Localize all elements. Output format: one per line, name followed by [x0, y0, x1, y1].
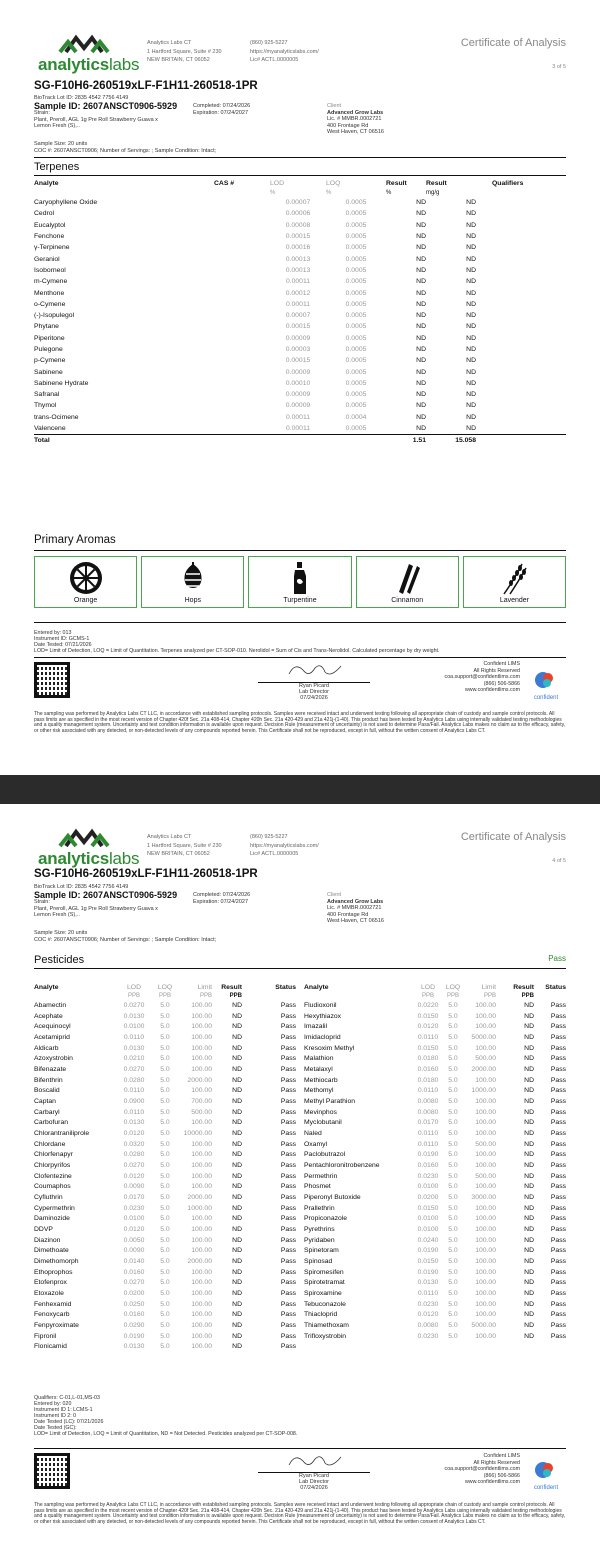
table-row: Prallethrin 0.0150 5.0 100.00 ND Pass: [304, 1204, 566, 1212]
lims-info: Confident LIMS All Rights Reserved coa.support@confidentlims.com (866) 506-5866 www.confidentlims.com: [444, 661, 520, 693]
aromas-row: [34, 556, 566, 608]
expiration-date: Expiration: 07/24/2027: [193, 110, 249, 116]
table-row: Aldicarb 0.0130 5.0 100.00 ND Pass: [34, 1044, 296, 1052]
table-row: Cypermethrin 0.0230 5.0 1000.00 ND Pass: [34, 1204, 296, 1212]
divider: [34, 550, 566, 551]
confident-logo-icon: [526, 670, 566, 690]
table-row: Azoxystrobin 0.0210 5.0 100.00 ND Pass: [34, 1055, 296, 1063]
section-title: Terpenes: [34, 161, 80, 173]
disclaimer: The sampling was performed by Analytics Labs CT LLC, in accordance with established sampling protocols. Samples were received intact and underwent testing following all appropriate chain of custody and sample control protocols. All pass limits are as specified in the most recent version of Chapter 420f Sec. 21a 408-414, Chapter 420h Sec. 21a 420-429 and 21a 421j-(1-40). This product has been tested by Analytics Labs using internally validated testing methodologies and a quality management system. Uncertainty and test condition information is available upon request. Decision Rule (measurement of uncertainty) is not used to determine Pass/Fail. Analytics Labs makes no claim as to the efficacy, safety, or other risk associated with any detected, or non-detected levels of any compounds reported herein. This Certificate shall not be reproduced, except in full, without the written consent of Analytics Labs CT.: [34, 711, 566, 735]
divider: [34, 622, 566, 623]
table-row: (-)-Isopulegol 0.00007 0.0005 ND ND: [34, 312, 476, 320]
biotrack-id: BioTrack Lot ID: 2835 4542 7756 4149: [34, 884, 129, 890]
page-number: 3 of 5: [552, 64, 566, 70]
table-row: Ethoprophos 0.0160 5.0 100.00 ND Pass: [34, 1268, 296, 1276]
table-row: Methomyl 0.0110 5.0 1000.00 ND Pass: [304, 1087, 566, 1095]
table-row: Trifloxystrobin 0.0230 5.0 100.00 ND Pass: [304, 1332, 566, 1340]
table-row: Spinosad 0.0150 5.0 100.00 ND Pass: [304, 1257, 566, 1265]
sample-size: Sample Size: 20 units: [34, 141, 88, 147]
table-row: Captan 0.0900 5.0 700.00 ND Pass: [34, 1097, 296, 1105]
lab-address: Analytics Labs CT 1 Hartford Square, Suite # 230 NEW BRITAIN, CT 06052: [147, 40, 222, 63]
table-row: Pyrethrins 0.0100 5.0 100.00 ND Pass: [304, 1225, 566, 1233]
divider: [34, 175, 566, 176]
sample-code: SG-F10H6-260519xLF-F1H11-260518-1PR: [34, 80, 258, 92]
pesticides-table-left: [34, 983, 296, 1352]
table-row: Kresoxim Methyl 0.0150 5.0 100.00 ND Pass: [304, 1044, 566, 1052]
page-number: 4 of 5: [552, 858, 566, 864]
table-row: Isoborneol 0.00013 0.0005 ND ND: [34, 266, 476, 274]
table-row: Sabinene 0.00009 0.0005 ND ND: [34, 368, 476, 376]
terpenes-table: [34, 179, 566, 446]
table-row: Diazinon 0.0050 5.0 100.00 ND Pass: [34, 1236, 296, 1244]
table-row: Abamectin 0.0270 5.0 100.00 ND Pass: [34, 1001, 296, 1009]
coa-page-terpenes: [0, 0, 600, 775]
divider: [34, 968, 566, 969]
table-row: Pentachloronitrobenzene 0.0160 5.0 100.00 ND Pass: [304, 1161, 566, 1169]
sample-id: Sample ID: 2607ANSCT0906-5929: [34, 890, 178, 900]
table-row: p-Cymene 0.00015 0.0005 ND ND: [34, 357, 476, 365]
table-row: γ-Terpinene 0.00016 0.0005 ND ND: [34, 244, 476, 252]
page-header: [0, 0, 600, 78]
logo-text: analyticslabs: [38, 55, 140, 74]
section-title: Pesticides: [34, 954, 85, 966]
table-row: Tebuconazole 0.0230 5.0 100.00 ND Pass: [304, 1300, 566, 1308]
table-row: Fipronil 0.0190 5.0 100.00 ND Pass: [34, 1332, 296, 1340]
table-row: Valencene 0.00011 0.0005 ND ND: [34, 424, 476, 432]
signer-block: Ryan Picard Lab Director 07/24/2026: [299, 683, 329, 701]
coc-info: COC #: 2607ANSCT0906; Number of Servings: ; Sample Condition: Intact;: [34, 937, 217, 943]
units-row: PPB PPB PPB PPB: [127, 993, 242, 999]
table-row: Pulegone 0.00003 0.0005 ND ND: [34, 346, 476, 353]
table-row: Sabinene Hydrate 0.00010 0.0005 ND ND: [34, 379, 476, 387]
table-row: Acephate 0.0130 5.0 100.00 ND Pass: [34, 1012, 296, 1020]
signer-block: Ryan Picard Lab Director 07/24/2026: [299, 1473, 329, 1491]
table-row: Caryophyllene Oxide 0.00007 0.0005 ND ND: [34, 199, 476, 207]
signature-icon: [285, 1451, 345, 1473]
aroma-card: Orange: [34, 556, 137, 608]
table-header-row: Analyte LOD LOQ Limit Result Status: [34, 984, 296, 991]
table-row: Chlorfenapyr 0.0280 5.0 100.00 ND Pass: [34, 1151, 296, 1159]
table-row: Mevinphos 0.0080 5.0 100.00 ND Pass: [304, 1108, 566, 1116]
confident-logo: confident: [526, 670, 566, 700]
lims-info: Confident LIMS All Rights Reserved coa.support@confidentlims.com (866) 506-5866 www.confidentlims.com: [444, 1453, 520, 1485]
aroma-card: Lavender: [463, 556, 566, 608]
status-badge: Pass: [548, 954, 566, 963]
table-row: Spinetoram 0.0190 5.0 100.00 ND Pass: [304, 1247, 566, 1255]
table-row: Chlordane 0.0320 5.0 100.00 ND Pass: [34, 1140, 296, 1148]
table-row: Spirotetramat 0.0130 5.0 100.00 ND Pass: [304, 1279, 566, 1287]
table-row: Fenhexamid 0.0250 5.0 100.00 ND Pass: [34, 1300, 296, 1308]
table-row: Acequinocyl 0.0100 5.0 100.00 ND Pass: [34, 1023, 296, 1031]
table-row: Metalaxyl 0.0160 5.0 2000.00 ND Pass: [304, 1065, 566, 1073]
table-row: Cyfluthrin 0.0170 5.0 2000.00 ND Pass: [34, 1193, 296, 1201]
completed-date: Completed: 07/24/2026: [193, 892, 251, 898]
table-row: Etofenprox 0.0270 5.0 100.00 ND Pass: [34, 1279, 296, 1287]
table-row: Safranal 0.00009 0.0005 ND ND: [34, 391, 476, 399]
expiration-date: Expiration: 07/24/2027: [193, 899, 249, 905]
aroma-card: Turpentine: [248, 556, 351, 608]
table-row: Hexythiazox 0.0150 5.0 100.00 ND Pass: [304, 1012, 566, 1020]
lab-contact: (860) 925-5227 https://myanalyticslabs.com/ Lic# ACTL.0000005: [250, 40, 319, 63]
table-row: Bifenthrin 0.0280 5.0 2000.00 ND Pass: [34, 1076, 296, 1084]
coc-info: COC #: 2607ANSCT0906; Number of Servings: ; Sample Condition: Intact;: [34, 148, 217, 154]
divider: [34, 157, 566, 158]
divider: [34, 1448, 566, 1449]
table-row: Permethrin 0.0230 5.0 500.00 ND Pass: [304, 1172, 566, 1180]
strain-info: Strain: Plant, Preroll, AGL 1g Pre Roll Strawberry Guava x Lemon Fresh (S),..: [34, 110, 158, 129]
aromas-title: Primary Aromas: [34, 534, 116, 546]
divider: [34, 657, 566, 658]
biotrack-id: BioTrack Lot ID: 2835 4542 7756 4149: [34, 95, 129, 101]
col-loq: LOQ: [326, 180, 341, 187]
table-row: Piperitone 0.00009 0.0005 ND ND: [34, 334, 476, 342]
disclaimer: The sampling was performed by Analytics Labs CT LLC, in accordance with established sampling protocols. Samples were received intact and underwent testing following all appropriate chain of custody and sample control protocols. All pass limits are as specified in the most recent version of Chapter 420f Sec. 21a 408-414, Chapter 420h Sec. 21a 420-429 and 21a 421j-(1-40). This product has been tested by Analytics Labs using internally validated testing methodologies and a quality management system. Uncertainty and test condition information is available upon request. Decision Rule (measurement of uncertainty) is not used to determine Pass/Fail. Analytics Labs makes no claim as to the efficacy, safety, or other risk associated with any detected, or non-detected levels of any compounds reported herein. This Certificate shall not be reproduced, except in full, without the written consent of Analytics Labs CT.: [34, 1502, 566, 1526]
table-row: Piperonyl Butoxide 0.0200 5.0 3000.00 ND Pass: [304, 1193, 566, 1201]
table-row: Methyl Parathion 0.0080 5.0 100.00 ND Pass: [304, 1097, 566, 1105]
logo-text: analyticslabs: [38, 849, 140, 868]
aroma-card: Cinnamon: [356, 556, 459, 608]
table-row: Methiocarb 0.0180 5.0 100.00 ND Pass: [304, 1076, 566, 1084]
table-header-row: [34, 179, 566, 188]
table-row: Imidacloprid 0.0110 5.0 5000.00 ND Pass: [304, 1033, 566, 1041]
table-row: Naled 0.0110 5.0 100.00 ND Pass: [304, 1129, 566, 1137]
table-row: DDVP 0.0120 5.0 100.00 ND Pass: [34, 1225, 296, 1233]
lab-contact: (860) 925-5227 https://myanalyticslabs.com/ Lic# ACTL.0000005: [250, 834, 319, 857]
table-row: Pyridaben 0.0240 5.0 100.00 ND Pass: [304, 1236, 566, 1244]
cinnamon-icon: [389, 560, 425, 596]
table-row: Fenpyroximate 0.0290 5.0 100.00 ND Pass: [34, 1321, 296, 1329]
qr-code-icon: [34, 1453, 70, 1489]
table-row: Geraniol 0.00013 0.0005 ND ND: [34, 255, 476, 263]
table-row: Etoxazole 0.0200 5.0 100.00 ND Pass: [34, 1289, 296, 1297]
table-row: Spiroxamine 0.0110 5.0 100.00 ND Pass: [304, 1289, 566, 1297]
table-row: Myclobutanil 0.0170 5.0 100.00 ND Pass: [304, 1119, 566, 1127]
units-row: % % % mg/g: [270, 189, 440, 196]
table-row: Malathion 0.0180 5.0 500.00 ND Pass: [304, 1055, 566, 1063]
confident-logo: confident: [526, 1460, 566, 1490]
col-result-pct: Result: [386, 180, 407, 187]
table-row: Dimethoate 0.0090 5.0 100.00 ND Pass: [34, 1247, 296, 1255]
lab-address: Analytics Labs CT 1 Hartford Square, Suite # 230 NEW BRITAIN, CT 06052: [147, 834, 222, 857]
table-row: Phosmet 0.0100 5.0 100.00 ND Pass: [304, 1183, 566, 1191]
units-row: PPB PPB PPB PPB: [421, 993, 534, 999]
table-row: Fludioxonil 0.0220 5.0 100.00 ND Pass: [304, 1001, 566, 1009]
table-row: Clofentezine 0.0120 5.0 100.00 ND Pass: [34, 1172, 296, 1180]
table-row: Flonicamid 0.0130 5.0 100.00 ND Pass: [34, 1343, 296, 1351]
table-row: Imazalil 0.0120 5.0 100.00 ND Pass: [304, 1023, 566, 1031]
table-row: trans-Ocimene 0.00011 0.0004 ND ND: [34, 413, 476, 421]
pesticides-table-right: [304, 983, 566, 1342]
orange-icon: [68, 560, 104, 596]
sample-size: Sample Size: 20 units: [34, 930, 88, 936]
table-row: Acetamiprid 0.0110 5.0 100.00 ND Pass: [34, 1033, 296, 1041]
table-row: Bifenazate 0.0270 5.0 100.00 ND Pass: [34, 1065, 296, 1073]
table-row: Oxamyl 0.0110 5.0 500.00 ND Pass: [304, 1140, 566, 1148]
doc-title: Certificate of Analysis: [460, 37, 566, 49]
col-cas: CAS #: [214, 180, 235, 187]
table-row: Daminozide 0.0100 5.0 100.00 ND Pass: [34, 1215, 296, 1223]
sample-code: SG-F10H6-260519xLF-F1H11-260518-1PR: [34, 868, 258, 880]
signature-icon: [285, 660, 345, 682]
qr-code-icon: [34, 662, 70, 698]
table-row: Chlorpyrifos 0.0270 5.0 100.00 ND Pass: [34, 1161, 296, 1169]
table-row: Propiconazole 0.0100 5.0 100.00 ND Pass: [304, 1215, 566, 1223]
completed-date: Completed: 07/24/2026: [193, 103, 251, 109]
client-block: Client Advanced Grow Labs Lic. # MMBR.0002721 400 Frontage Rd West Haven, CT 06516: [327, 103, 384, 135]
table-row: Chlorantraniliprole 0.0120 5.0 10000.00 ND Pass: [34, 1129, 296, 1137]
strain-info: Strain: Plant, Preroll, AGL 1g Pre Roll Strawberry Guava x Lemon Fresh (S),..: [34, 899, 158, 918]
col-lod: LOD: [270, 180, 284, 187]
test-details: Qualifiers: C-01,L-01,MS-03 Entered by: 020 Instrument ID 1: LCMS-1 Instrument ID 2: 0 Date Tested (LC): 07/21/2026 Date Tested (GC): LOD= Limit of Detection, LOQ = Limit of Quantitation, ND = Not Detected. Pesticides analyzed per CT-SOP-008.: [34, 1395, 298, 1437]
col-analyte: Analyte: [34, 180, 59, 187]
confident-logo-icon: [526, 1460, 566, 1480]
total-row: Total 1.51 15.058: [34, 434, 566, 445]
table-row: Spiromesifen 0.0190 5.0 100.00 ND Pass: [304, 1268, 566, 1276]
table-row: Dimethomorph 0.0140 5.0 2000.00 ND Pass: [34, 1257, 296, 1265]
doc-title: Certificate of Analysis: [460, 831, 566, 843]
client-block: Client Advanced Grow Labs Lic. # MMBR.0002721 400 Frontage Rd West Haven, CT 06516: [327, 892, 384, 924]
table-row: Eucalyptol 0.00008 0.0005 ND ND: [34, 221, 476, 229]
table-row: Phytane 0.00015 0.0005 ND ND: [34, 323, 476, 331]
table-row: Thiamethoxam 0.0080 5.0 5000.00 ND Pass: [304, 1321, 566, 1329]
table-row: Coumaphos 0.0090 5.0 100.00 ND Pass: [34, 1183, 296, 1191]
table-row: Menthone 0.00012 0.0005 ND ND: [34, 289, 476, 297]
table-row: Cedrol 0.00006 0.0005 ND ND: [34, 210, 476, 218]
table-row: Paclobutrazol 0.0190 5.0 100.00 ND Pass: [304, 1151, 566, 1159]
test-details: Entered by: 013 Instrument ID: GCMS-1 Date Tested: 07/21/2026 LOD= Limit of Detection, LOQ = Limit of Quantitation. Terpenes analyzed per CT-SOP-010. Nerolidol = Sum of Cis and Trans-Nerolidol. Calculated percentage by dry weight.: [34, 630, 440, 654]
page-header: [0, 794, 600, 872]
table-row: o-Cymene 0.00011 0.0005 ND ND: [34, 300, 476, 308]
table-row: Thymol 0.00009 0.0005 ND ND: [34, 402, 476, 410]
table-row: m-Cymene 0.00011 0.0005 ND ND: [34, 278, 476, 286]
sample-id: Sample ID: 2607ANSCT0906-5929: [34, 101, 178, 111]
table-row: Carbofuran 0.0130 5.0 100.00 ND Pass: [34, 1119, 296, 1127]
turpentine-bottle-icon: [282, 560, 318, 596]
table-header-row: Analyte LOD LOQ Limit Result Status: [304, 984, 566, 991]
col-qualifiers: Qualifiers: [492, 180, 524, 187]
table-row: Fenchone 0.00015 0.0005 ND ND: [34, 233, 476, 241]
table-row: Carbaryl 0.0110 5.0 500.00 ND Pass: [34, 1108, 296, 1116]
table-row: Thiacloprid 0.0120 5.0 100.00 ND Pass: [304, 1311, 566, 1319]
table-row: Boscalid 0.0110 5.0 100.00 ND Pass: [34, 1087, 296, 1095]
aroma-card: Hops: [141, 556, 244, 608]
table-row: Fenoxycarb 0.0160 5.0 100.00 ND Pass: [34, 1311, 296, 1319]
col-result-mg: Result: [426, 180, 447, 187]
hops-icon: [175, 560, 211, 596]
lavender-icon: [496, 560, 532, 596]
